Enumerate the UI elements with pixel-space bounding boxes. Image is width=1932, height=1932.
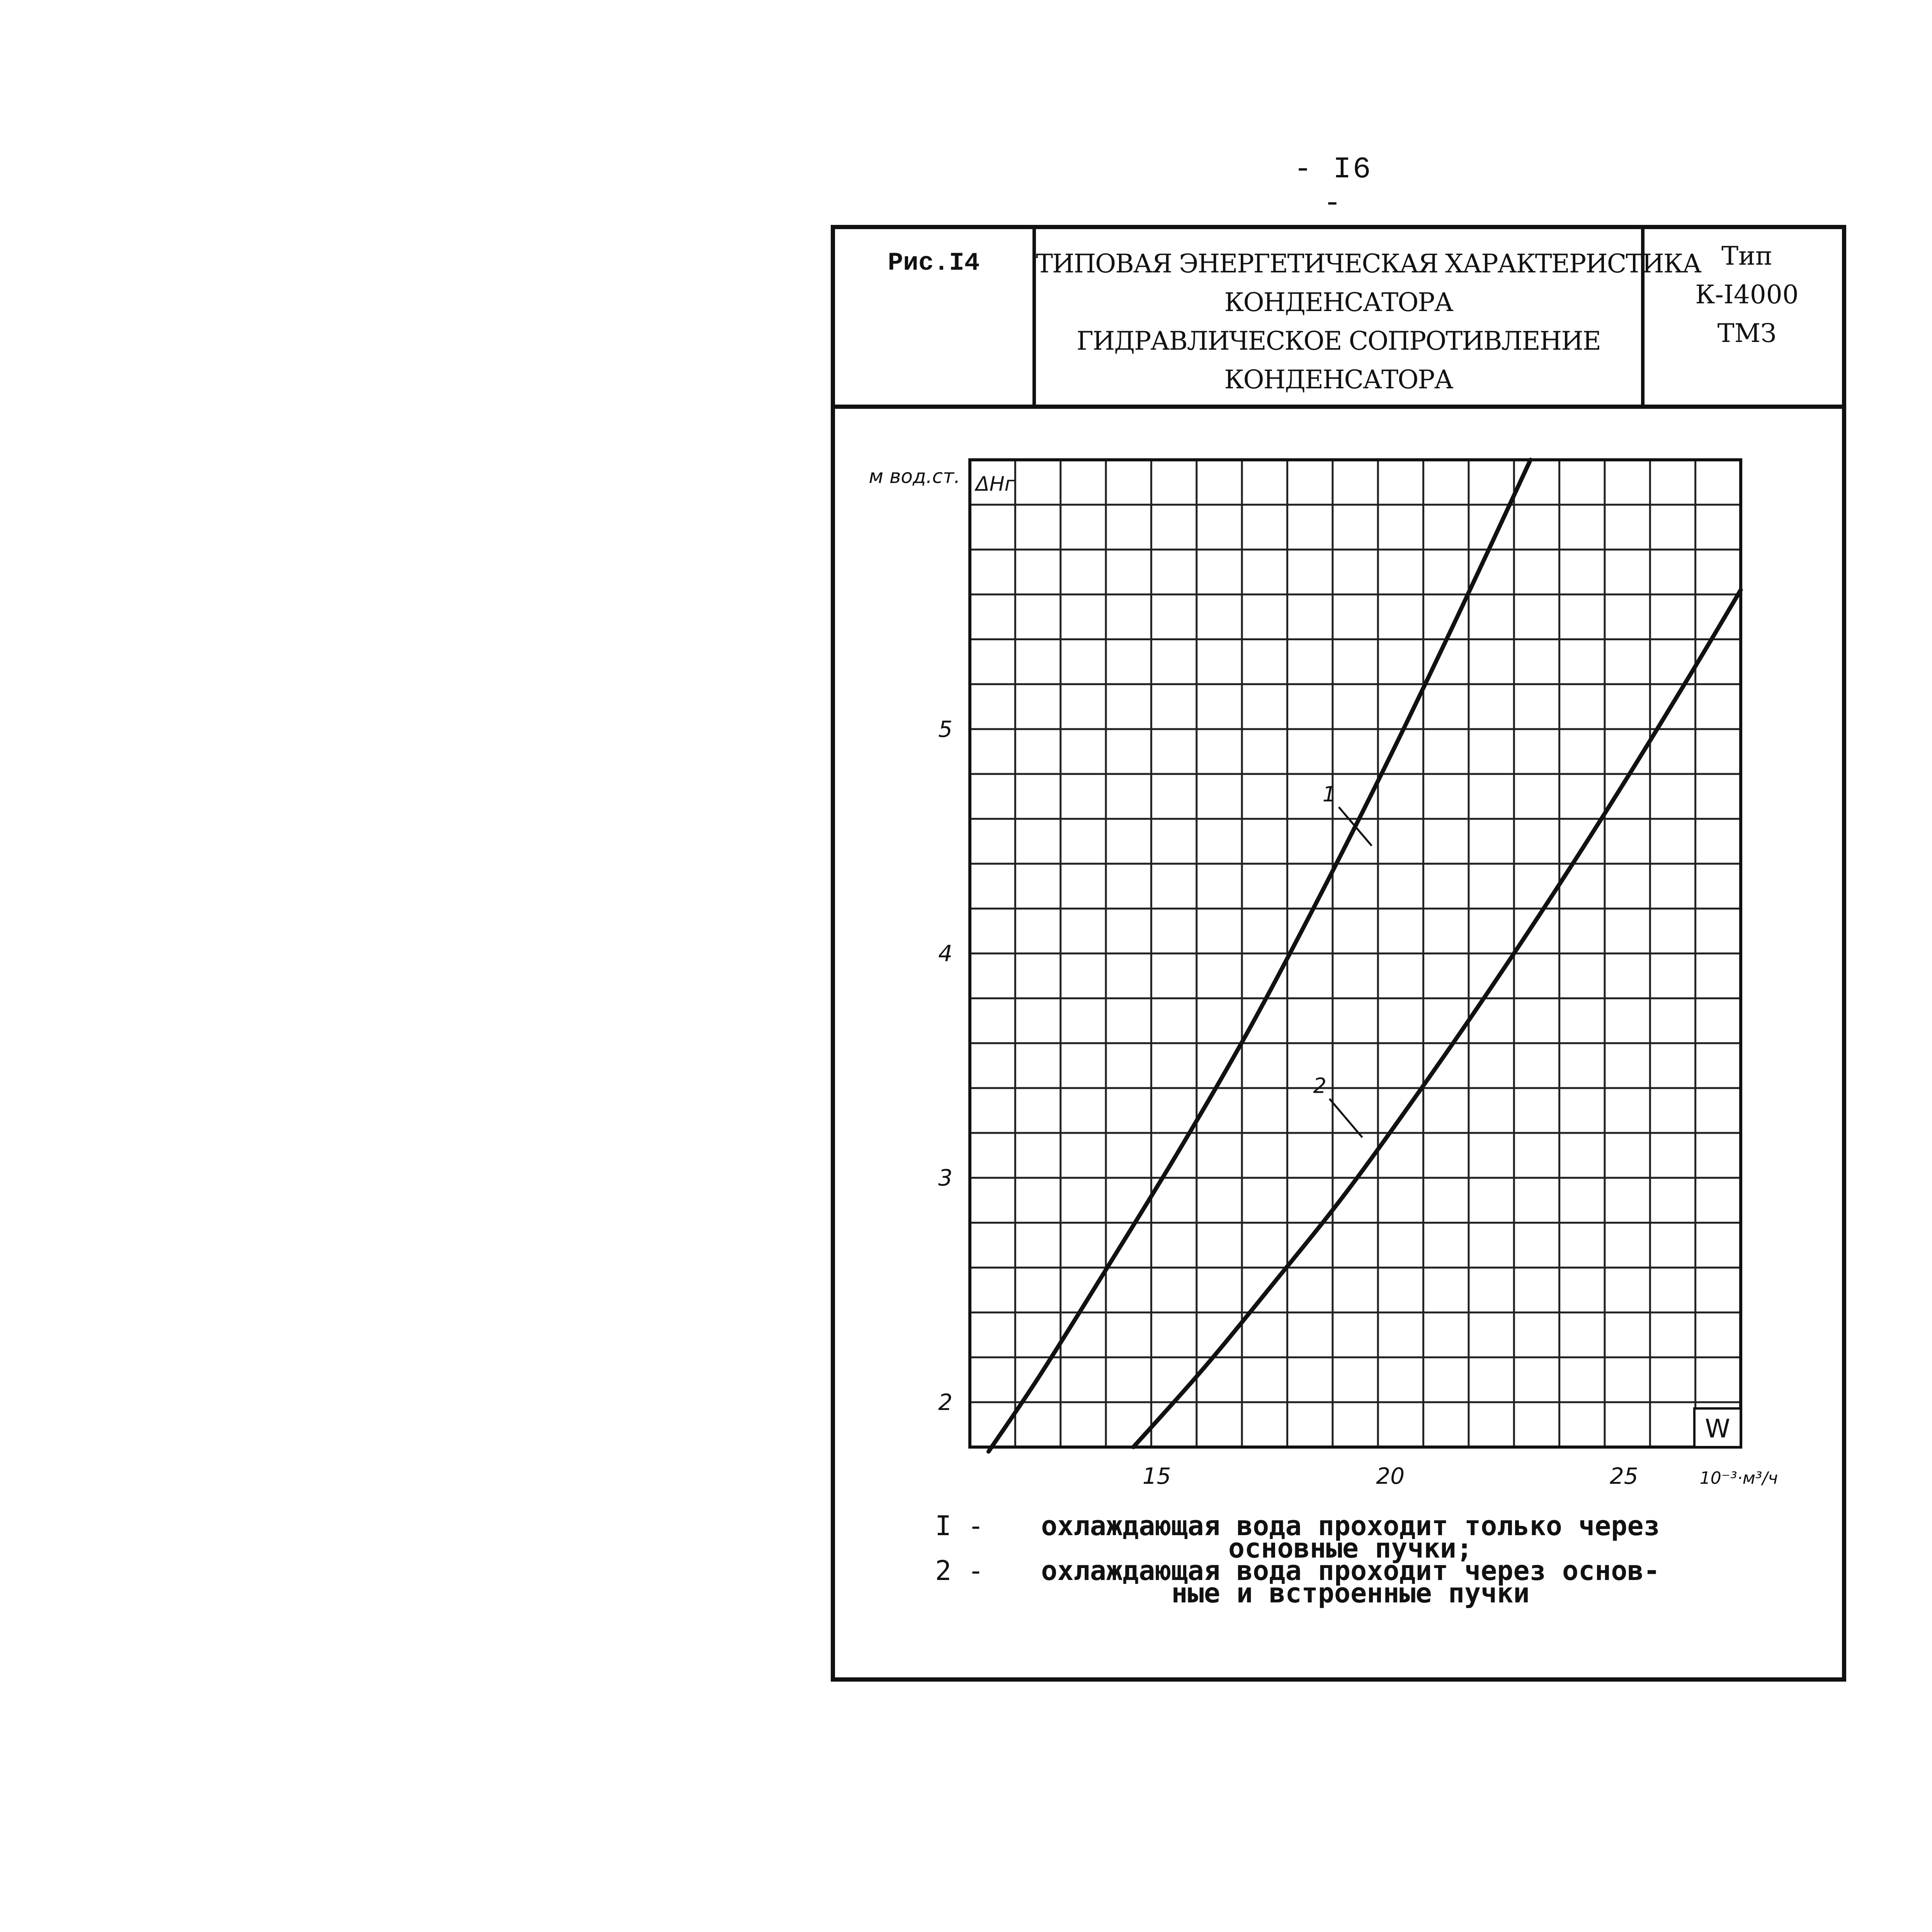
legend-text: охлаждающая вода проходит только через — [1041, 1510, 1660, 1542]
y-tick-label: 3 — [938, 1165, 952, 1191]
y-axis-label: ΔНг — [976, 473, 1015, 496]
x-tick-label: 20 — [1376, 1463, 1405, 1489]
type-line: К-I4000 — [1695, 280, 1799, 310]
legend-item — [927, 1555, 1700, 1609]
y-axis-unit: м вод.ст. — [869, 465, 960, 488]
title-line: ТИПОВАЯ ЭНЕРГЕТИЧЕСКАЯ ХАРАКТЕРИСТИКА — [1036, 249, 1701, 279]
series-label: 1 — [1322, 782, 1336, 806]
legend-text: ные и встроенные пучки — [1171, 1577, 1530, 1609]
x-tick-label: 25 — [1609, 1463, 1638, 1489]
legend — [927, 1510, 1700, 1609]
title-line: КОНДЕНСАТОРА — [1224, 287, 1453, 317]
type-line: Тип — [1721, 241, 1772, 271]
x-axis-label: W — [1705, 1414, 1730, 1444]
title-line: ГИДРАВЛИЧЕСКОЕ СОПРОТИВЛЕНИЕ — [1077, 326, 1600, 356]
figure-number: Рис.I4 — [835, 229, 1036, 405]
y-tick-label: 4 — [938, 940, 952, 967]
legend-text: основные пучки; — [1228, 1532, 1473, 1564]
page-number: - I6 - — [1294, 153, 1372, 221]
type-line: ТМЗ — [1717, 318, 1777, 348]
series-label-leader — [1330, 1099, 1362, 1138]
legend-text: охлаждающая вода проходит через основ- — [1041, 1555, 1660, 1587]
title-line: КОНДЕНСАТОРА — [1224, 365, 1453, 395]
x-axis-unit: 10⁻³·м³/ч — [1699, 1468, 1778, 1488]
legend-number: I - — [935, 1510, 984, 1542]
y-tick-label: 2 — [938, 1389, 952, 1415]
legend-number: 2 - — [935, 1555, 984, 1587]
series-label: 2 — [1313, 1073, 1327, 1098]
legend-item — [927, 1510, 1700, 1564]
x-tick-label: 15 — [1142, 1463, 1171, 1489]
series-label-leader — [1339, 807, 1372, 846]
y-tick-label: 5 — [938, 716, 952, 742]
